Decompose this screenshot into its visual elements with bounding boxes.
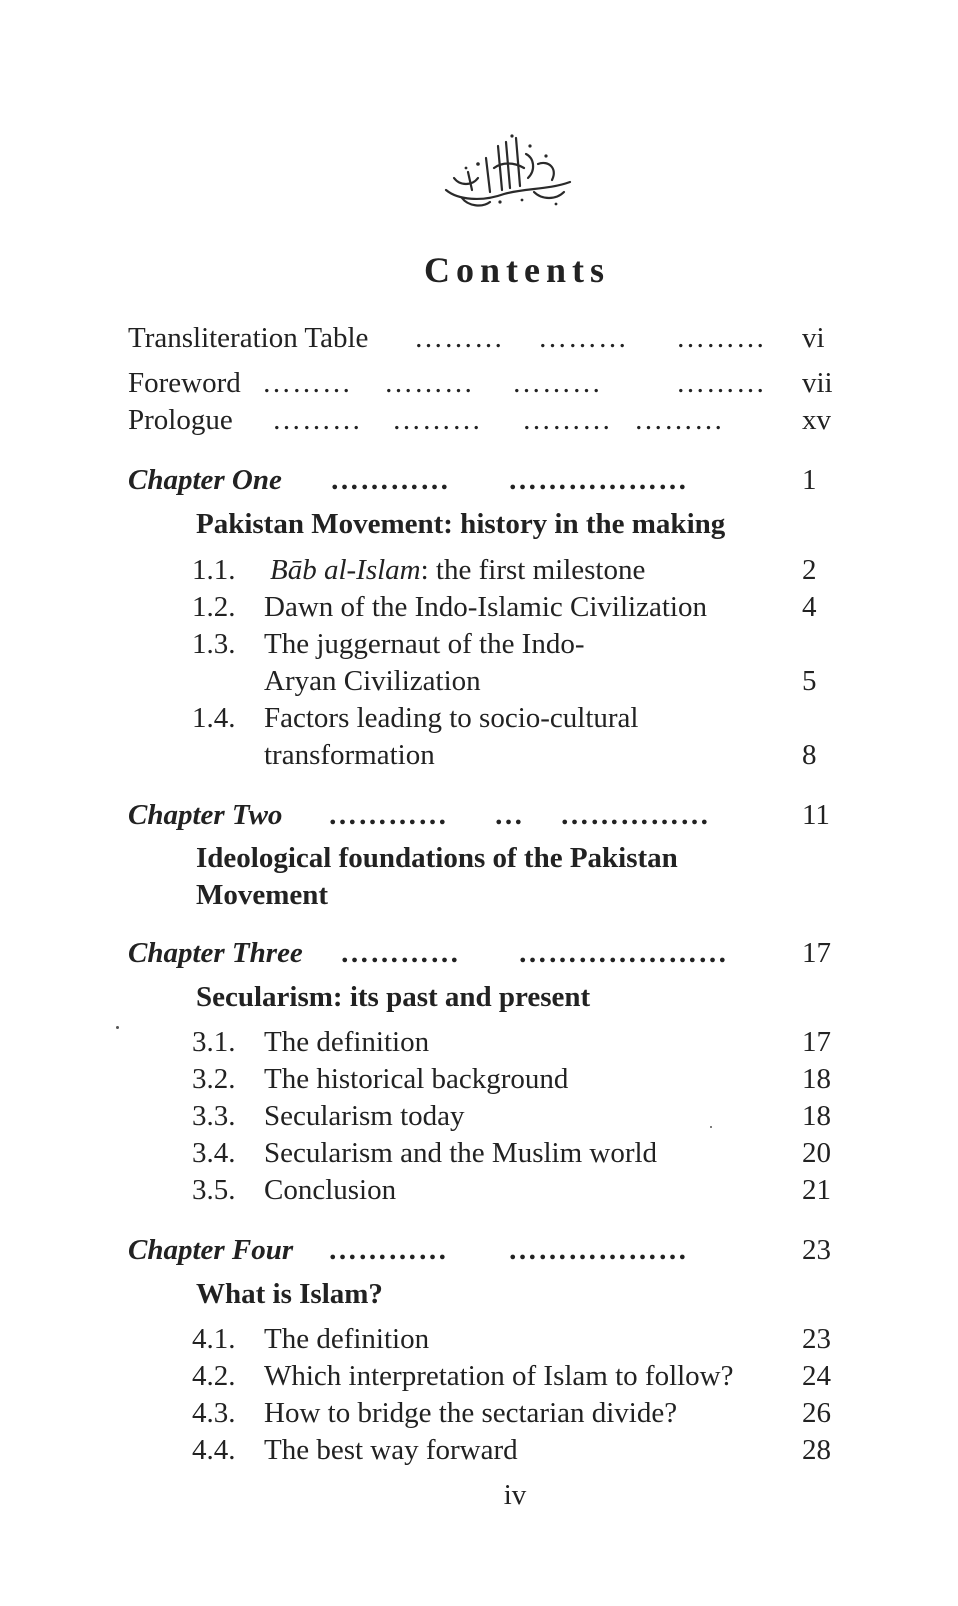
chapter-title-cont (0, 877, 958, 914)
leader-dots: ……… (676, 367, 766, 399)
chapter-title-line: Pakistan Movement: history in the making (196, 508, 726, 540)
section-title-line: Aryan Civilization (264, 665, 481, 697)
section-number: 3.2. (192, 1063, 236, 1095)
section-title: The historical background (264, 1063, 569, 1095)
leader-dots: ……… (538, 322, 628, 354)
leader-dots: ……… (522, 404, 612, 436)
page-title: Contents (423, 250, 610, 290)
toc-page-number: 24 (802, 1360, 831, 1392)
toc-page-number: vi (802, 322, 825, 354)
section-number: 1.3. (192, 628, 236, 660)
chapter-title (0, 840, 958, 877)
scan-speck (710, 1126, 712, 1128)
section-number: 4.4. (192, 1434, 236, 1466)
leader-dots: ………… (328, 799, 448, 831)
leader-dots: ………………… (518, 937, 728, 969)
section-number: 3.1. (192, 1026, 236, 1058)
section-title: Secularism today (264, 1100, 465, 1132)
toc-chapter-four[interactable] (0, 1232, 958, 1269)
toc-entry-prologue[interactable] (0, 402, 958, 439)
toc-page-number: 1 (802, 464, 817, 496)
toc-section-3-1[interactable] (0, 1024, 958, 1061)
section-title-rest: : the first milestone (420, 554, 646, 586)
toc-page-number: 23 (802, 1323, 831, 1355)
toc-section-4-1[interactable] (0, 1321, 958, 1358)
chapter-title (0, 1276, 958, 1313)
leader-dots: ……… (272, 404, 362, 436)
toc-chapter-three[interactable] (0, 935, 958, 972)
toc-page-number: 17 (802, 937, 831, 969)
leader-dots: … (494, 799, 524, 831)
toc-chapter-two[interactable] (0, 797, 958, 834)
chapter-label: Chapter Three (128, 937, 303, 969)
toc-entry-label: Prologue (128, 404, 233, 436)
section-title-line: Factors leading to socio-cultural (264, 702, 639, 734)
leader-dots: ……………… (508, 464, 688, 496)
section-title-line: The juggernaut of the Indo- (264, 628, 585, 660)
leader-dots: ………… (328, 1234, 448, 1266)
leader-dots: ……… (262, 367, 352, 399)
leader-dots: ……… (676, 322, 766, 354)
toc-section-1-1[interactable] (0, 552, 958, 589)
section-title: The definition (264, 1323, 430, 1355)
section-number: 1.1. (192, 554, 236, 586)
chapter-label: Chapter Four (128, 1234, 294, 1266)
toc-page-number: 8 (802, 739, 817, 771)
section-title: Which interpretation of Islam to follow? (264, 1360, 734, 1392)
toc-page-number: xv (802, 404, 831, 436)
toc-page-number: 26 (802, 1397, 831, 1429)
leader-dots: ……… (634, 404, 724, 436)
section-number: 4.3. (192, 1397, 236, 1429)
toc-page-number: 23 (802, 1234, 831, 1266)
section-title: Secularism and the Muslim world (264, 1137, 658, 1169)
toc-section-1-3-cont[interactable] (0, 663, 958, 700)
toc-section-3-2[interactable] (0, 1061, 958, 1098)
chapter-title-line: What is Islam? (196, 1278, 383, 1310)
chapter-title-line: Movement (196, 879, 329, 911)
bismillah-calligraphy-icon (438, 128, 578, 212)
section-number: 1.4. (192, 702, 236, 734)
chapter-label: Chapter One (128, 464, 282, 496)
scan-speck (116, 1026, 119, 1029)
section-title: Dawn of the Indo-Islamic Civilization (264, 591, 707, 623)
chapter-title-line: Ideological foundations of the Pakistan (196, 842, 678, 874)
leader-dots: ……………… (508, 1234, 688, 1266)
leader-dots: ……… (414, 322, 504, 354)
chapter-title (0, 506, 958, 543)
toc-entry-label: Foreword (128, 367, 241, 399)
toc-entry-foreword[interactable] (0, 365, 958, 402)
toc-page-number: 28 (802, 1434, 831, 1466)
chapter-title (0, 979, 958, 1016)
toc-chapter-one[interactable] (0, 462, 958, 499)
section-title (270, 552, 645, 589)
toc-page-number: 18 (802, 1063, 831, 1095)
section-number: 3.5. (192, 1174, 236, 1206)
leader-dots: ……… (512, 367, 602, 399)
leader-dots: ………… (340, 937, 460, 969)
toc-section-4-3[interactable] (0, 1395, 958, 1432)
toc-page-number: 20 (802, 1137, 831, 1169)
toc-page-number: 2 (802, 554, 817, 586)
toc-page-number: 17 (802, 1026, 831, 1058)
toc-section-4-2[interactable] (0, 1358, 958, 1395)
section-number: 1.2. (192, 591, 236, 623)
toc-section-3-3[interactable] (0, 1098, 958, 1135)
toc-section-1-4-cont[interactable] (0, 737, 958, 774)
section-number: 3.3. (192, 1100, 236, 1132)
toc-entry-transliteration-table[interactable] (0, 320, 958, 357)
toc-page-number: 11 (802, 799, 830, 831)
leader-dots: ………… (330, 464, 450, 496)
toc-page-number: 18 (802, 1100, 831, 1132)
page-folio: iv (503, 1479, 527, 1511)
section-title-italic: Bāb al-Islam (270, 554, 421, 586)
toc-section-1-4[interactable] (0, 700, 958, 737)
leader-dots: ……… (392, 404, 482, 436)
leader-dots: ……… (384, 367, 474, 399)
section-title: The definition (264, 1026, 430, 1058)
section-title: The best way forward (264, 1434, 518, 1466)
chapter-title-line: Secularism: its past and present (196, 981, 591, 1013)
toc-page-number: 5 (802, 665, 817, 697)
toc-section-4-4[interactable] (0, 1432, 958, 1469)
section-number: 4.2. (192, 1360, 236, 1392)
section-number: 4.1. (192, 1323, 236, 1355)
toc-section-3-4[interactable] (0, 1135, 958, 1172)
section-title: How to bridge the sectarian divide? (264, 1397, 678, 1429)
toc-page-number: 21 (802, 1174, 831, 1206)
section-title-line: transformation (264, 739, 435, 771)
toc-entry-label: Transliteration Table (128, 322, 369, 354)
toc-section-3-5[interactable] (0, 1172, 958, 1209)
chapter-label: Chapter Two (128, 799, 283, 831)
section-number: 3.4. (192, 1137, 236, 1169)
section-title: Conclusion (264, 1174, 397, 1206)
toc-section-1-2[interactable] (0, 589, 958, 626)
toc-page-number: 4 (802, 591, 817, 623)
toc-page-number: vii (802, 367, 833, 399)
leader-dots: …………… (560, 799, 710, 831)
toc-section-1-3[interactable] (0, 626, 958, 663)
